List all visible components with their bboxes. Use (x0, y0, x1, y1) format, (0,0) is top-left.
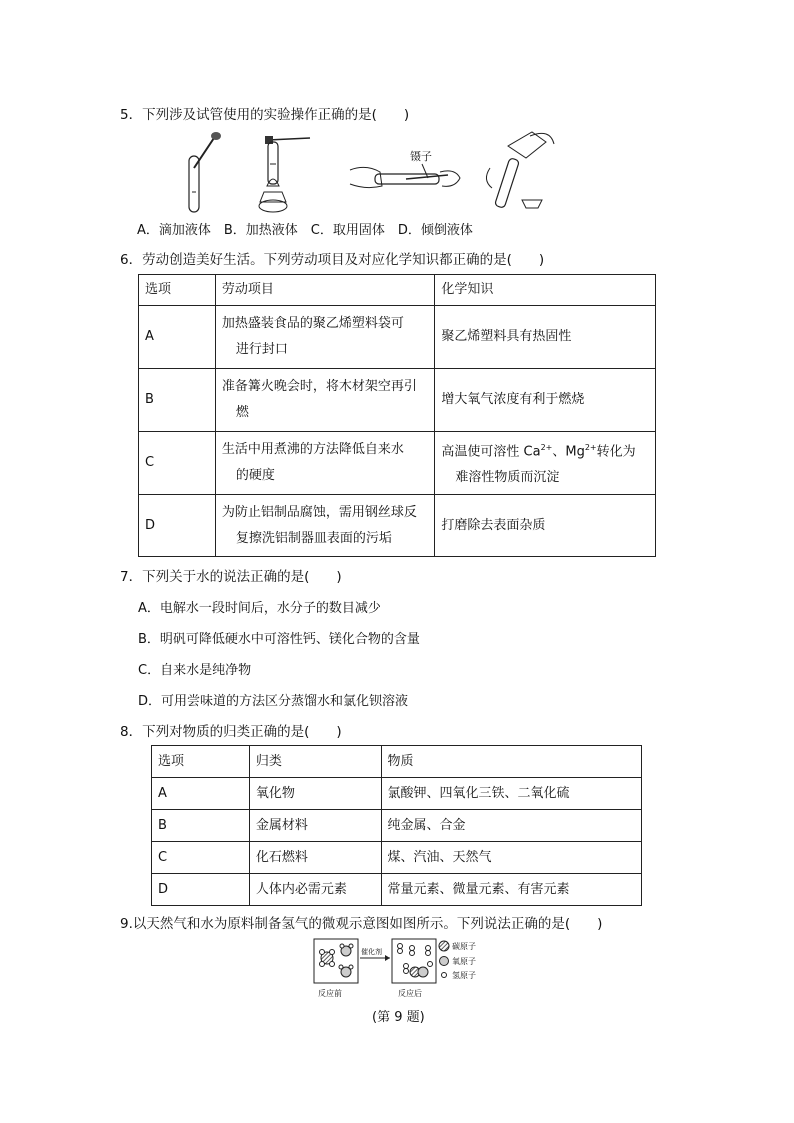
table-row (152, 842, 642, 874)
header-cell: 物质 (381, 746, 641, 778)
substance-cell: 纯金属、合金 (381, 810, 641, 842)
q7-option-d: D．可用尝味道的方法区分蒸馏水和氯化钡溶液 (138, 694, 409, 709)
legend-hydrogen-icon (442, 973, 447, 978)
knowledge-text: 高温使可溶性 Ca (441, 444, 541, 460)
table-row (139, 495, 656, 557)
table-row (152, 778, 642, 810)
after-label: 反应后 (398, 989, 422, 998)
q5-figure (170, 128, 570, 216)
legend-oxygen-label: 氧原子 (452, 957, 476, 966)
header-cell: 化学知识 (435, 275, 656, 306)
work-cell (215, 495, 435, 557)
table-row (139, 432, 656, 495)
q7-stem: 7．下列关于水的说法正确的是( ) (120, 569, 342, 585)
oxygen-atom (418, 967, 428, 977)
option-cell: B (152, 810, 250, 842)
work-line: 为防止铝制品腐蚀，需用钢丝球反 (221, 504, 417, 520)
header-cell: 选项 (139, 275, 216, 306)
option-cell: A (139, 306, 216, 369)
legend-carbon-label: 碳原子 (452, 942, 476, 951)
catalyst-label: 催化剂 (361, 948, 382, 956)
category-cell: 化石燃料 (249, 842, 381, 874)
category-cell: 金属材料 (249, 810, 381, 842)
header-cell: 劳动项目 (215, 275, 435, 306)
q6-stem: 6．劳动创造美好生活。下列劳动项目及对应化学知识都正确的是( ) (120, 252, 545, 268)
knowledge-cell (435, 432, 656, 495)
legend-hydrogen-label: 氢原子 (452, 971, 476, 980)
table-row (139, 369, 656, 432)
knowledge-line: 难溶性物质而沉淀 (455, 470, 560, 486)
knowledge-cell: 增大氧气浓度有利于燃烧 (435, 369, 656, 432)
q9-caption: (第 9 题) (372, 1010, 425, 1025)
knowledge-text: 、Mg (552, 444, 585, 460)
before-label: 反应前 (318, 989, 342, 998)
charge-superscript: 2+ (540, 442, 553, 452)
legend-oxygen-icon (440, 957, 449, 966)
heating-tube-icon (259, 136, 310, 212)
q7-option-c: C．自来水是纯净物 (138, 663, 252, 678)
work-line: 准备篝火晚会时，将木材架空再引 (221, 379, 417, 394)
tweezers-tube-icon (350, 149, 460, 188)
category-cell: 人体内必需元素 (249, 874, 381, 906)
substance-cell: 常量元素、微量元素、有害元素 (381, 874, 641, 906)
q7-option-b: B．明矾可降低硬水中可溶性钙、镁化合物的含量 (138, 632, 420, 647)
table-row (152, 874, 642, 906)
q6-table (138, 274, 656, 557)
substance-cell: 煤、汽油、天然气 (381, 842, 641, 874)
q7-option-a: A．电解水一段时间后，水分子的数目减少 (138, 601, 381, 616)
category-cell: 氧化物 (249, 778, 381, 810)
knowledge-cell: 打磨除去表面杂质 (435, 495, 656, 557)
header-cell: 选项 (152, 746, 250, 778)
work-cell (215, 306, 435, 369)
q9-stem: 9.以天然气和水为原料制备氢气的微观示意图如图所示。下列说法正确的是( ) (120, 916, 603, 932)
option-cell: C (139, 432, 216, 495)
dropper-tube-icon (189, 132, 221, 212)
work-line: 燃 (235, 405, 249, 420)
q5-options: A．滴加液体 B．加热液体 C．取用固体 D．倾倒液体 (137, 223, 473, 238)
q5-stem: 5．下列涉及试管使用的实验操作正确的是( ) (120, 107, 410, 123)
header-cell: 归类 (249, 746, 381, 778)
option-cell: C (152, 842, 250, 874)
q9-reaction-diagram (310, 936, 500, 1000)
work-line: 的硬度 (235, 468, 275, 483)
option-cell: D (139, 495, 216, 557)
option-cell: A (152, 778, 250, 810)
q8-stem: 8．下列对物质的归类正确的是( ) (120, 724, 342, 740)
option-cell: D (152, 874, 250, 906)
work-line: 加热盛装食品的聚乙烯塑料袋可 (221, 316, 404, 331)
option-cell: B (139, 369, 216, 432)
work-line: 生活中用煮沸的方法降低自来水 (221, 442, 404, 457)
knowledge-cell: 聚乙烯塑料具有热固性 (435, 306, 656, 369)
table-header-row (139, 275, 656, 306)
table-row (139, 306, 656, 369)
charge-superscript: 2+ (584, 442, 597, 452)
work-cell (215, 369, 435, 432)
work-cell (215, 432, 435, 495)
work-line: 进行封口 (235, 342, 288, 357)
knowledge-text: 转化为 (596, 444, 636, 460)
tweezers-label: 镊子 (410, 150, 432, 163)
q8-table (151, 745, 642, 906)
legend-carbon-icon (439, 941, 449, 951)
substance-cell: 氯酸钾、四氧化三铁、二氧化硫 (381, 778, 641, 810)
table-header-row (152, 746, 642, 778)
pouring-tube-icon (486, 132, 554, 208)
table-row (152, 810, 642, 842)
work-line: 复擦洗铝制器皿表面的污垢 (235, 530, 392, 546)
